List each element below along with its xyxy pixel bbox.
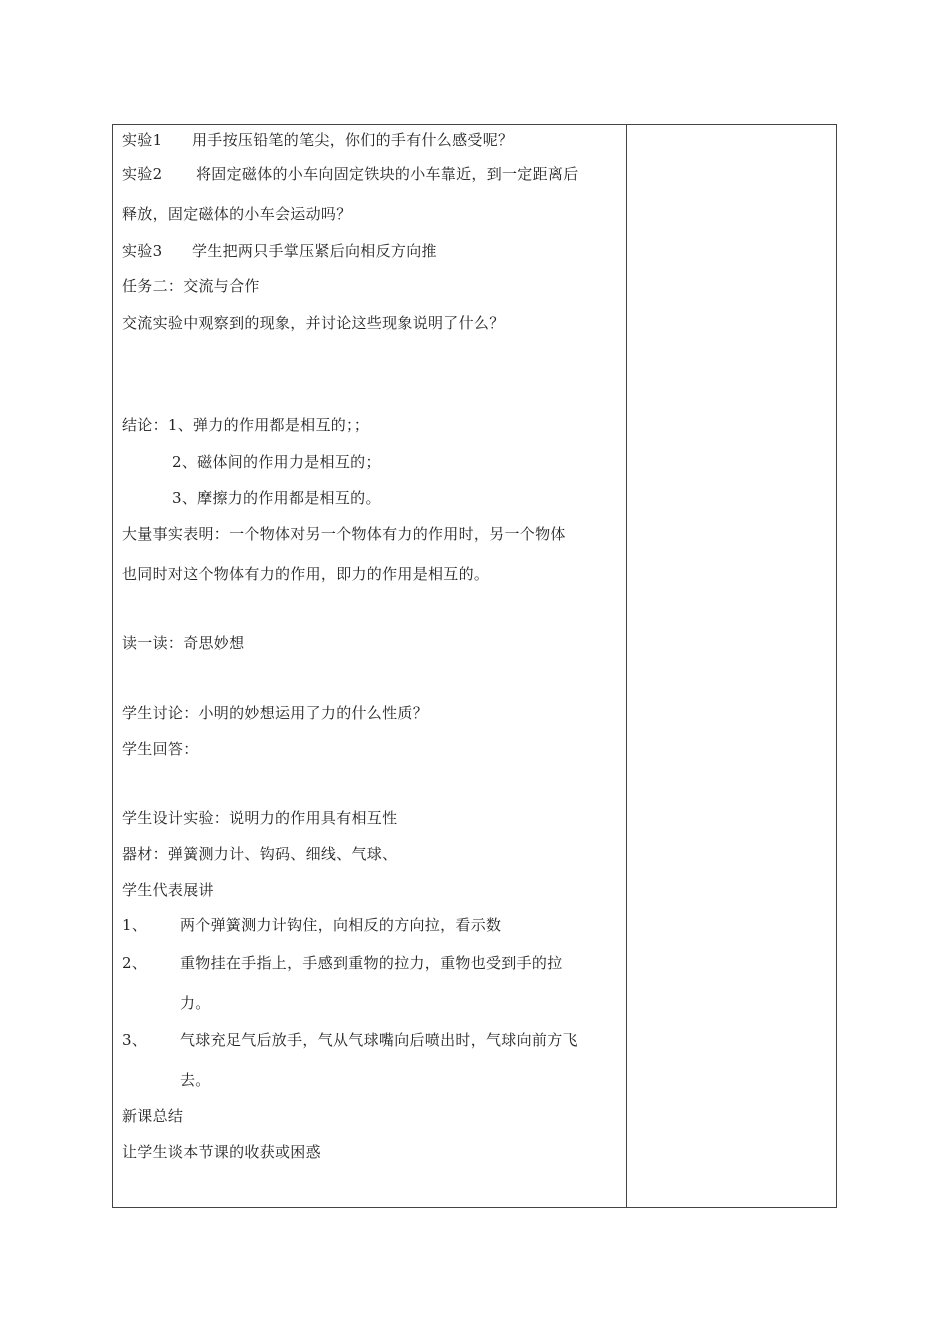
experiment-3-line xyxy=(122,241,437,261)
step-2-number: 2、 xyxy=(122,954,148,972)
step-3-continued: 去。 xyxy=(180,1071,211,1089)
column-divider xyxy=(626,124,627,1208)
step-1-number: 1、 xyxy=(122,916,148,934)
lesson-summary-heading: 新课总结 xyxy=(122,1107,184,1125)
discussion-prompt: 交流实验中观察到的现象，并讨论这些现象说明了什么？ xyxy=(122,314,505,332)
step-1 xyxy=(122,915,501,935)
experiment-1-label: 实验1 xyxy=(122,131,163,149)
step-2-continued: 力。 xyxy=(180,994,211,1012)
experiment-2-line xyxy=(122,164,579,184)
experiment-1-text: 用手按压铅笔的笔尖，你们的手有什么感受呢？ xyxy=(192,131,514,149)
conclusion-3: 3、摩擦力的作用都是相互的。 xyxy=(172,489,381,507)
conclusion-2: 2、磁体间的作用力是相互的； xyxy=(172,453,381,471)
step-2-text: 重物挂在手指上，手感到重物的拉力，重物也受到手的拉 xyxy=(180,954,563,972)
experiment-1-line xyxy=(122,130,513,150)
student-design-experiment: 学生设计实验：说明力的作用具有相互性 xyxy=(122,809,398,827)
lesson-summary-text: 让学生谈本节课的收获或困惑 xyxy=(122,1143,321,1161)
step-1-text: 两个弹簧测力计钩住，向相反的方向拉，看示数 xyxy=(180,916,502,934)
experiment-3-text: 学生把两只手掌压紧后向相反方向推 xyxy=(192,242,437,260)
materials-line: 器材：弹簧测力计、钩码、细线、气球、 xyxy=(122,845,398,863)
experiment-3-label: 实验3 xyxy=(122,242,163,260)
experiment-2-label: 实验2 xyxy=(122,165,163,183)
step-3-number: 3、 xyxy=(122,1031,148,1049)
facts-statement: 大量事实表明：一个物体对另一个物体有力的作用时，另一个物体 xyxy=(122,525,566,543)
step-3-text: 气球充足气后放手，气从气球嘴向后喷出时，气球向前方飞 xyxy=(180,1031,578,1049)
student-presentation: 学生代表展讲 xyxy=(122,881,214,899)
step-3 xyxy=(122,1030,578,1050)
experiment-2-text: 将固定磁体的小车向固定铁块的小车靠近，到一定距离后 xyxy=(196,165,579,183)
experiment-2-continued: 释放，固定磁体的小车会运动吗？ xyxy=(122,205,352,223)
facts-statement-continued: 也同时对这个物体有力的作用，即力的作用是相互的。 xyxy=(122,565,490,583)
student-discussion: 学生讨论：小明的妙想运用了力的什么性质？ xyxy=(122,704,429,722)
reading-heading: 读一读：奇思妙想 xyxy=(122,634,245,652)
step-2 xyxy=(122,953,563,973)
task-two-heading: 任务二：交流与合作 xyxy=(122,277,260,295)
conclusion-1: 结论：1、弹力的作用都是相互的；； xyxy=(122,416,370,434)
student-answer: 学生回答： xyxy=(122,740,199,758)
